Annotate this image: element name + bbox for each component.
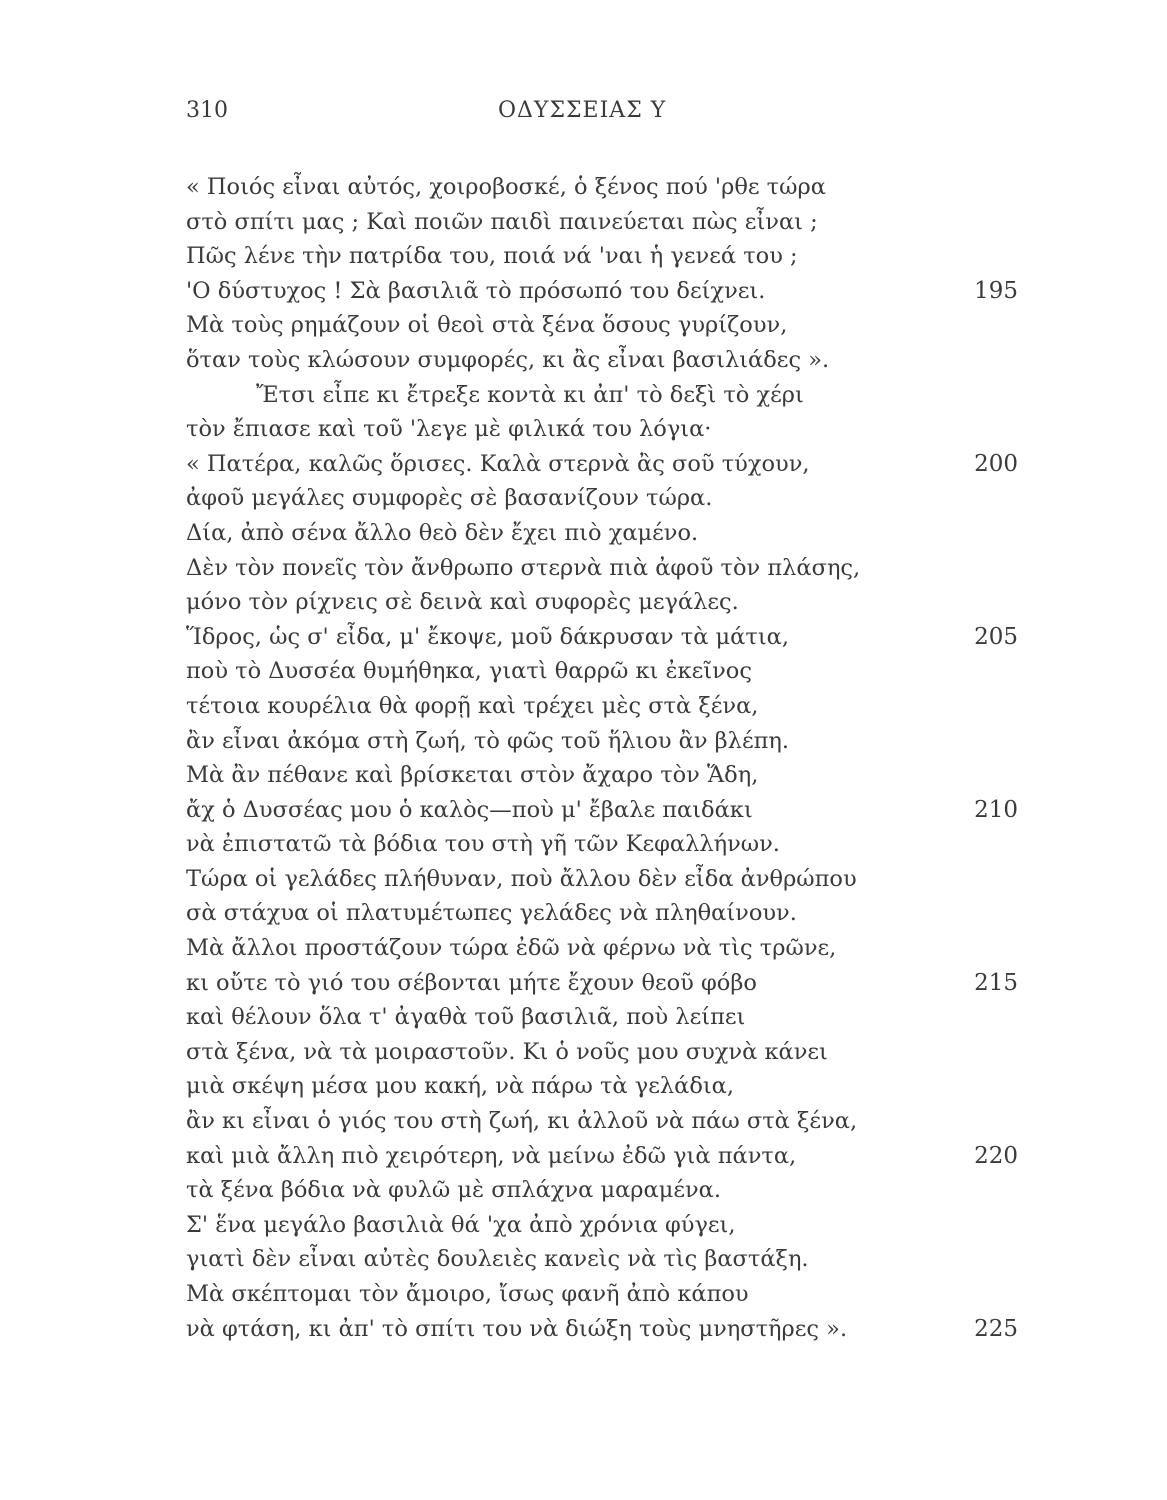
verse-text: ἂν κι εἶναι ὁ γιός του στὴ ζωή, κι ἀλλοῦ νὰ πάω στὰ ξένα, — [186, 1108, 858, 1135]
verse-text: Μὰ ἂν πέθανε καὶ βρίσκεται στὸν ἄχαρο τὸν Ἅδη, — [186, 762, 759, 789]
verse-line — [186, 793, 1026, 828]
verse-line — [186, 205, 1026, 240]
verse-text: καὶ θέλουν ὅλα τ' ἀγαθὰ τοῦ βασιλιᾶ, ποὺ λείπει — [186, 1004, 746, 1031]
verse-line — [186, 551, 1026, 586]
verse-text: Ἵδρος, ὡς σ' εἶδα, μ' ἔκοψε, μοῦ δάκρυσαν τὰ μάτια, — [186, 623, 789, 650]
verse-text: τὸν ἔπιασε καὶ τοῦ 'λεγε μὲ φιλικά του λόγια· — [186, 416, 712, 443]
verse-line — [186, 239, 1026, 274]
verse-line — [186, 896, 1026, 931]
verse-line — [186, 343, 1026, 378]
verse-line — [186, 1035, 1026, 1070]
verse-text: Μὰ σκέπτομαι τὸν ἄμοιρο, ἴσως φανῆ ἀπὸ κάπου — [186, 1281, 749, 1307]
verse-text: Ἔτσι εἶπε κι ἔτρεξε κοντὰ κι ἀπ' τὸ δεξὶ τὸ χέρι — [256, 381, 804, 408]
verse-text: ἄχ ὁ Δυσσέας μου ὁ καλὸς—ποὺ μ' ἔβαλε παιδάκι — [186, 796, 753, 823]
verse-text: Μὰ τοὺς ρημάζουν οἱ θεοὶ στὰ ξένα ὅσους γυρίζουν, — [186, 312, 788, 339]
verse-text: τὰ ξένα βόδια νὰ φυλῶ μὲ σπλάχνα μαραμένα. — [186, 1177, 722, 1204]
verse-line — [186, 620, 1026, 655]
verse-line — [186, 1139, 1026, 1174]
verse-line — [186, 412, 1026, 447]
line-number: 215 — [974, 969, 1018, 996]
verse-text: μόνο τὸν ρίχνεις σὲ δεινὰ καὶ συφορὲς μεγάλες. — [186, 589, 739, 616]
verse-text: Δὲν τὸν πονεῖς τὸν ἄνθρωπο στερνὰ πιὰ ἀφοῦ τὸν πλάσης, — [186, 554, 861, 581]
verse-text: νὰ ἐπιστατῶ τὰ βόδια του στὴ γῆ τῶν Κεφαλλήνων. — [186, 831, 780, 858]
line-number: 210 — [974, 796, 1018, 823]
verse-line — [186, 724, 1026, 759]
line-number: 225 — [974, 1315, 1018, 1342]
line-number: 205 — [974, 623, 1018, 650]
verse-text: ποὺ τὸ Δυσσέα θυμήθηκα, γιατὶ θαρρῶ κι ἐκεῖνος — [186, 658, 752, 685]
verse-text: « Ποιός εἶναι αὐτός, χοιροβοσκέ, ὁ ξένος πού 'ρθε τώρα — [186, 174, 826, 200]
verse-line — [186, 1104, 1026, 1139]
line-number: 220 — [974, 1142, 1018, 1169]
verse-line — [186, 308, 1026, 343]
verse-line — [186, 654, 1026, 689]
verse-line — [186, 827, 1026, 862]
verse-text: Πῶς λένε τὴν πατρίδα του, ποιά νά 'ναι ἡ γενεά του ; — [186, 243, 798, 270]
verse-line — [186, 378, 1026, 413]
line-number: 200 — [974, 450, 1018, 477]
line-number: 195 — [974, 277, 1018, 304]
verse-text: ὅταν τοὺς κλώσουν συμφορές, κι ἂς εἶναι βασιλιάδες ». — [186, 346, 830, 373]
verse-text: ἂν εἶναι ἀκόμα στὴ ζωή, τὸ φῶς τοῦ ἥλιου ἂν βλέπη. — [186, 727, 790, 754]
running-title: ΟΔΥΣΣΕΙΑΣ Υ — [498, 98, 667, 123]
page-number: 310 — [186, 98, 228, 123]
verse-line — [186, 1069, 1026, 1104]
verse-line — [186, 447, 1026, 482]
verse-text: « Πατέρα, καλῶς ὅρισες. Καλὰ στερνὰ ἂς σοῦ τύχουν, — [186, 450, 810, 477]
verse-line — [186, 1173, 1026, 1208]
verse-line — [186, 1000, 1026, 1035]
verse-text: ἀφοῦ μεγάλες συμφορὲς σὲ βασανίζουν τώρα. — [186, 485, 713, 512]
running-head — [186, 98, 1026, 138]
verse-text: Δία, ἀπὸ σένα ἄλλο θεὸ δὲν ἔχει πιὸ χαμένο. — [186, 519, 699, 546]
verse-line — [186, 862, 1026, 897]
verse-text: νὰ φτάση, κι ἀπ' τὸ σπίτι του νὰ διώξη τοὺς μνηστῆρες ». — [186, 1315, 848, 1342]
verse-text: στὰ ξένα, νὰ τὰ μοιραστοῦν. Κι ὁ νοῦς μου συχνὰ κάνει — [186, 1038, 828, 1065]
verse-line — [186, 966, 1026, 1001]
verse-text: τέτοια κουρέλια θὰ φορῇ καὶ τρέχει μὲς στὰ ξένα, — [186, 692, 759, 719]
verse-text: Μὰ ἄλλοι προστάζουν τώρα ἐδῶ νὰ φέρνω νὰ τὶς τρῶνε, — [186, 935, 837, 962]
poem-text — [186, 170, 1026, 1346]
verse-line — [186, 1277, 1026, 1312]
verse-line — [186, 481, 1026, 516]
verse-text: καὶ μιὰ ἄλλη πιὸ χειρότερη, νὰ μείνω ἐδῶ γιὰ πάντα, — [186, 1142, 797, 1169]
verse-text: σὰ στάχυα οἱ πλατυμέτωπες γελάδες νὰ πληθαίνουν. — [186, 900, 797, 927]
verse-text: 'Ο δύστυχος ! Σὰ βασιλιᾶ τὸ πρόσωπό του δείχνει. — [186, 277, 766, 304]
verse-text: Σ' ἕνα μεγάλο βασιλιὰ θά 'χα ἀπὸ χρόνια φύγει, — [186, 1211, 736, 1238]
verse-line — [186, 1208, 1026, 1243]
verse-text: Τώρα οἱ γελάδες πλήθυναν, ποὺ ἄλλου δὲν εἶδα ἀνθρώπου — [186, 865, 857, 892]
verse-line — [186, 1312, 1026, 1347]
verse-line — [186, 170, 1026, 205]
verse-line — [186, 1242, 1026, 1277]
verse-text: γιατὶ δὲν εἶναι αὐτὲς δουλειὲς κανεὶς νὰ τὶς βαστάξη. — [186, 1246, 809, 1273]
verse-line — [186, 274, 1026, 309]
verse-line — [186, 585, 1026, 620]
verse-text: κι οὔτε τὸ γιό του σέβονται μήτε ἔχουν θεοῦ φόβο — [186, 969, 757, 996]
verse-line — [186, 516, 1026, 551]
verse-line — [186, 758, 1026, 793]
verse-text: στὸ σπίτι μας ; Καὶ ποιῶν παιδὶ παινεύεται πὼς εἶναι ; — [186, 208, 818, 235]
verse-line — [186, 931, 1026, 966]
verse-line — [186, 689, 1026, 724]
verse-text: μιὰ σκέψη μέσα μου κακή, νὰ πάρω τὰ γελάδια, — [186, 1073, 735, 1100]
